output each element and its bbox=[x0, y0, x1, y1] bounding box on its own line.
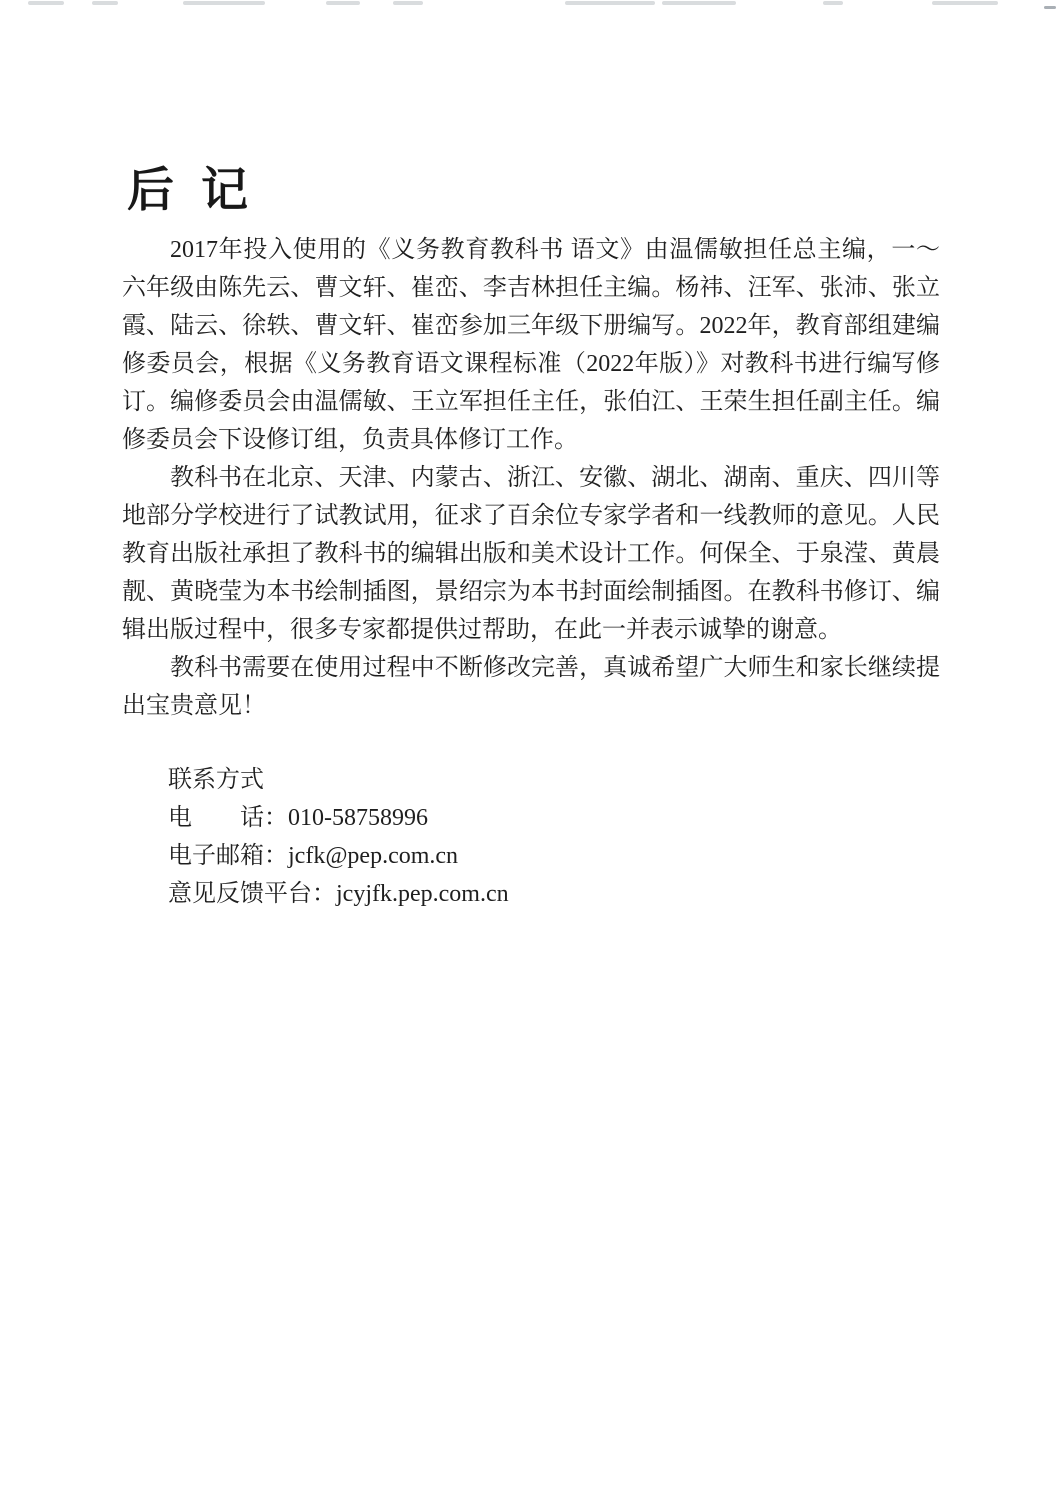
scan-artifact bbox=[565, 1, 655, 5]
scan-artifact bbox=[92, 1, 118, 5]
scan-artifact bbox=[393, 1, 423, 5]
page-title-char-2: 记 bbox=[201, 165, 248, 218]
page-title-char-1: 后 bbox=[127, 165, 174, 218]
paragraph-3: 教科书需要在使用过程中不断修改完善，真诚希望广大师生和家长继续提出宝贵意见！ bbox=[122, 655, 940, 719]
scan-artifact bbox=[662, 1, 736, 5]
contact-colon: ： bbox=[264, 805, 288, 831]
scan-artifact bbox=[932, 1, 998, 5]
contact-colon: ： bbox=[264, 843, 288, 869]
scan-artifact-strip bbox=[0, 0, 1059, 12]
paragraph-1: 2017年投入使用的《义务教育教科书 语文》由温儒敏担任总主编，一～六年级由陈先云、曹文轩、崔峦、李吉林担任主编。杨祎、汪军、张沛、张立霞、陆云、徐轶、曹文轩、崔峦参加三年级下册编写。2022年，教育部组建编修委员会，根据《义务教育语文课程标准（2022年版）》对教科书进行编写修订。编修委员会由温儒敏、王立军担任主任，张伯江、王荣生担任副主任。编修委员会下设修订组，负责具体修订工作。 bbox=[122, 237, 940, 453]
contact-block bbox=[168, 761, 509, 913]
contact-row-phone bbox=[168, 799, 509, 837]
scan-artifact bbox=[823, 1, 843, 5]
scan-artifact bbox=[28, 1, 64, 5]
page-title bbox=[127, 153, 248, 220]
body-text bbox=[122, 231, 940, 725]
contact-feedback-value: jcyjfk.pep.com.cn bbox=[336, 881, 509, 907]
contact-label: 电 话 bbox=[168, 805, 264, 831]
scan-artifact bbox=[1044, 6, 1056, 9]
contact-email-value: jcfk@pep.com.cn bbox=[288, 843, 459, 869]
contact-label: 电子邮箱 bbox=[168, 843, 264, 869]
contact-row-feedback bbox=[168, 875, 509, 913]
contact-colon: ： bbox=[312, 881, 336, 907]
contact-heading: 联系方式 bbox=[168, 767, 264, 793]
scan-artifact bbox=[183, 1, 265, 5]
contact-label: 意见反馈平台 bbox=[168, 881, 312, 907]
contact-phone-value: 010-58758996 bbox=[288, 805, 428, 831]
scan-artifact bbox=[326, 1, 360, 5]
contact-row-email bbox=[168, 837, 509, 875]
paragraph-2: 教科书在北京、天津、内蒙古、浙江、安徽、湖北、湖南、重庆、四川等地部分学校进行了试教试用，征求了百余位专家学者和一线教师的意见。人民教育出版社承担了教科书的编辑出版和美术设计工作。何保全、于泉滢、黄晨靓、黄晓莹为本书绘制插图，景绍宗为本书封面绘制插图。在教科书修订、编辑出版过程中，很多专家都提供过帮助，在此一并表示诚挚的谢意。 bbox=[122, 465, 940, 643]
